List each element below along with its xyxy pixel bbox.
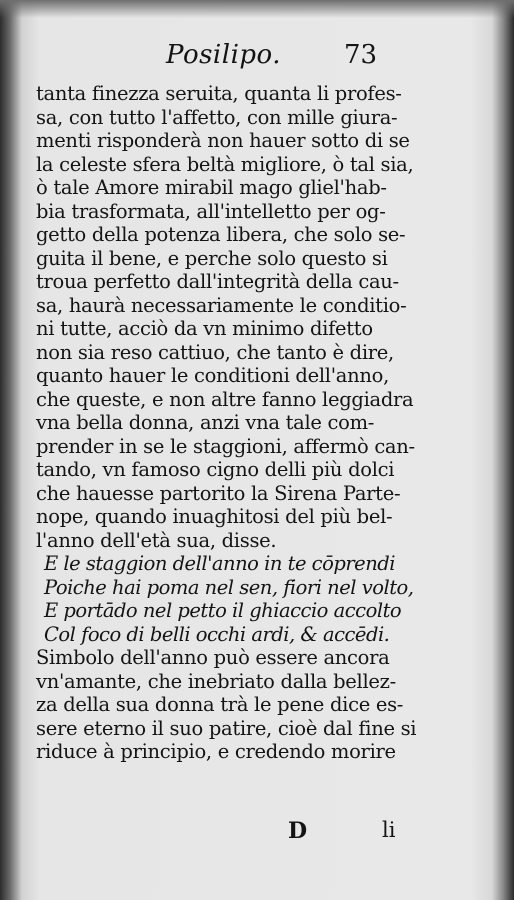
text-line: ni tutte, acciò da vn minimo difetto bbox=[36, 317, 373, 340]
text-line: che queste, e non altre fanno leggiadra bbox=[36, 387, 414, 411]
text-line: non sia reso cattiuo, che tanto è dire, bbox=[36, 340, 394, 364]
text-line: quanto hauer le conditioni dell'anno, bbox=[36, 364, 389, 387]
text-line: sere eterno il suo patire, cioè dal fine si bbox=[36, 716, 417, 740]
verse-line: E le staggion dell'anno in te cōprendi bbox=[44, 552, 395, 575]
page-number: 73 bbox=[344, 40, 378, 70]
text-line: prender in se le staggioni, affermò can- bbox=[36, 434, 415, 458]
text-line: Simbolo dell'anno può essere ancora bbox=[36, 646, 390, 669]
text-line: sa, con tutto l'affetto, con mille giura- bbox=[36, 105, 398, 129]
signature-mark: D bbox=[288, 818, 308, 844]
text-line: guita il bene, e perche solo questo si bbox=[36, 246, 388, 270]
text-block bbox=[36, 82, 461, 764]
text-line: getto della potenza libera, che solo se- bbox=[36, 223, 406, 246]
text-line: vn'amante, che inebriato dalla bellez- bbox=[36, 669, 396, 693]
catchword: li bbox=[382, 818, 396, 842]
verse-line: Poiche hai poma nel sen, fiori nel volto, bbox=[44, 575, 414, 599]
text-line: troua perfetto dall'integrità della cau- bbox=[36, 270, 399, 293]
text-line: la celeste sfera beltà migliore, ò tal sia, bbox=[36, 152, 414, 176]
text-line: tanta finezza seruita, quanta li profes- bbox=[36, 82, 402, 105]
text-line: riduce à principio, e credendo morire bbox=[36, 740, 396, 763]
text-line: sa, haurà necessariamente le conditio- bbox=[36, 293, 407, 317]
text-line: za della sua donna trà le pene dice es- bbox=[36, 693, 404, 716]
page-footer bbox=[28, 818, 476, 848]
text-line: tando, vn famoso cigno delli più dolci bbox=[36, 458, 395, 481]
verse-line: Col foco di belli occhi ardi, & accēdi. bbox=[44, 622, 390, 646]
book-page bbox=[28, 38, 476, 888]
text-line: ò tale Amore mirabil mago gliel'hab- bbox=[36, 176, 387, 199]
text-line: che hauesse partorito la Sirena Parte- bbox=[36, 481, 401, 505]
text-line: menti risponderà non hauer sotto di se bbox=[36, 129, 410, 152]
running-head bbox=[28, 38, 476, 78]
text-line: bia trasformata, all'intelletto per og- bbox=[36, 199, 386, 223]
page-edge-shadow bbox=[0, 0, 514, 18]
text-line: l'anno dell'età sua, disse. bbox=[36, 528, 277, 552]
text-line: nope, quando inuaghitosi del più bel- bbox=[36, 505, 393, 528]
verse-line: E portādo nel petto il ghiaccio accolto bbox=[44, 599, 402, 622]
running-title: Posilipo. bbox=[166, 40, 281, 70]
text-line: vna bella donna, anzi vna tale com- bbox=[36, 411, 375, 434]
